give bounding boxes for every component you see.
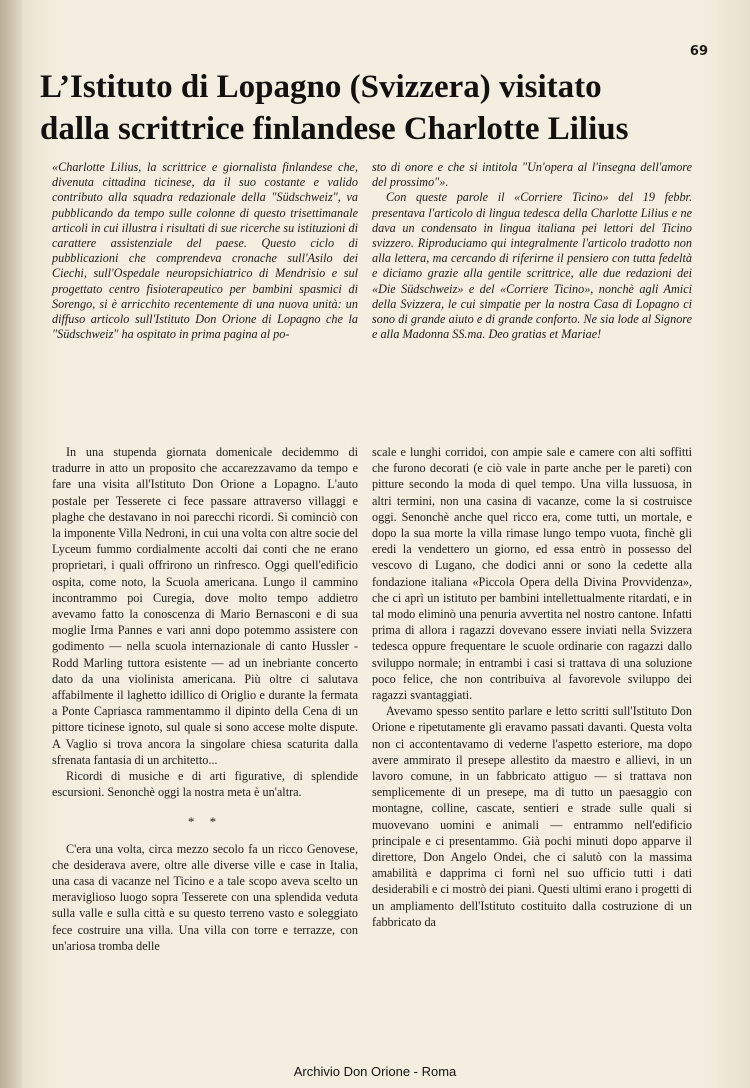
page-number: 69 [689, 44, 708, 59]
intro-paragraph: Con queste parole il «Corriere Ticino» del 19 febbr. presentava l'articolo di lingua tedesca della Charlotte Lilius e ne dava un condensato in lingua italiana pei lettori del Ticino svizzero. Riproduciamo qui integralmente l'articolo tradotto non alla lettera, ma cercando di riferirne il pensiero con tutta fedeltà e diciamo grazie alla gentile scrittrice, alle due redazioni dei «Die Südschweiz» e del «Corriere Ticino», nonchè agli Amici della Svizzera, le cui simpatie per la nostra Casa di Lopagno ci sono di grande aiuto e di grande conforto. Ne sia lode al Signore e alla Madonna SS.ma. Deo gratias et Mariae! [372, 190, 692, 342]
body-paragraph: Ricordi di musiche e di arti figurative, di splendide escursioni. Senonchè oggi la nostra meta è un'altra. [52, 769, 358, 800]
intro-column-left [52, 160, 358, 342]
intro-column-right [372, 160, 692, 342]
title-line-1: L’Istituto di Lopagno (Svizzera) visitato [40, 69, 602, 105]
body-paragraph: C'era una volta, circa mezzo secolo fa un ricco Genovese, che desiderava avere, oltre alle diverse ville e case in Italia, una casa di vacanze nel Ticino e a tale scopo aveva scelto un meraviglioso luogo sopra Tesserete con una splendida veduta sulla valle e sulla città e su questo terreno vasto e soleggiato fece costruire una villa. Una villa con torre e terrazze, con un'ariosa tromba delle [52, 841, 358, 953]
intro-paragraph: «Charlotte Lilius, la scrittrice e giornalista finlandese che, divenuta cittadina ticinese, da il suo costante e valido contributo alla squadra redazionale della "Südschweiz", va pubblicando da tempo sulle colonne di questo trisettimanale articoli in cui illustra i risultati di sue ricerche su istituzioni di carattere assistenziale del paese. Questo ciclo di pubblicazioni che comprendeva cronache sull'Asilo dei Ciechi, sull'Ospedale neuropsichiatrico di Mendrisio e sul progettato centro fisioterapeutico per bambini spasmici di Sorengo, si è arricchito recentemente di una nuova unità: un diffuso articolo sull'Istituto Don Orione di Lopagno che la "Südschweiz" ha ospitato in prima pagina al po- [52, 160, 358, 342]
article-title [40, 66, 700, 150]
section-separator: * * [187, 814, 223, 830]
intro-paragraph: sto di onore e che si intitola "Un'opera al l'insegna dell'amore del prossimo"». [372, 160, 692, 190]
body-column-right [372, 444, 692, 930]
body-paragraph: Avevamo spesso sentito parlare e letto scritti sull'Istituto Don Orione e ripetutamente gli eravamo passati davanti. Questa volta non ci accontentavamo di vederne l'aspetto esteriore, ma dopo avere ammirato il presepe allestito da maestro e allievi, in un lavoro comune, in un fabbricato attiguo — si trattava non semplicemente di un presepe, ma di tutto un paesaggio con montagne, colline, cascate, sentieri e strade sulle quali si muovevano uomini e animali — entrammo nell'edificio principale e ci presentammo. Già pochi minuti dopo apparve il direttore, Don Angelo Ondei, che ci salutò con la massima amabilità e dapprima ci fornì nel suo ufficio tutti i dati desiderabili e ci mostrò dei piani. Questi ultimi erano i progetti di un ampliamento dell'Istituto costituito dalla costruzione di un fabbricato da [372, 704, 692, 929]
archive-footer: Archivio Don Orione - Roma [293, 1064, 457, 1079]
title-line-2: dalla scrittrice finlandese Charlotte Lilius [40, 111, 629, 147]
body-paragraph: scale e lunghi corridoi, con ampie sale e camere con alti soffitti che furono decorati (e ciò vale in parte anche per le pareti) con pitture secondo la moda di quel tempo. Una villa lussuosa, in altri termini, non una casina di vacanze, come la si costruisce oggi. Senonchè anche quel ricco era, come tutti, un mortale, e dopo la sua morte la villa rimase lungo tempo vuota, finchè gli eredi la vendettero un giorno, ed essa entrò in possesso del vescovo di Lugano, che dodici anni or sono la cedette alla fondazione italiana «Piccola Opera della Divina Provvidenza», che ci aprì un istituto per bambini intellettualmente ritardati, e in tal modo eliminò una penuria avvertita nel nostro cantone. Infatti prima di allora i ragazzi dovevano essere inviati nella Svizzera tedesca oppure frequentare le scuole ordinarie con ragazzi dallo sviluppo normale; in entrambi i casi si trattava di una soluzione poco felice, che non contribuiva al favorevole sviluppo dei ragazzi svantaggiati. [372, 445, 692, 703]
body-column-left [52, 444, 358, 954]
body-paragraph: In una stupenda giornata domenicale decidemmo di tradurre in atto un proposito che accarezzavamo da tempo e fare una visita all'Istituto Don Orione a Lopagno. L'auto postale per Tesserete ci fece passare attraverso villaggi e plaghe che destavano in noi parecchi ricordi. Si cominciò con la imponente Villa Nedroni, in cui una volta con altre socie del Lyceum fummo cordialmente accolti dai conti che ne erano proprietari, i quali offrirono un rinfresco. Oggi quell'edificio ospita, come noto, la Scuola americana. Lungo il cammino incontrammo poi Curegia, dove molto tempo addietro avevamo fatto la conoscenza di Mario Bernasconi e di sua moglie Irma Pannes e vari anni dopo potemmo assistere con godimento — nella scuola internazionale di canto Hussler - Rodd Marling tuttora esistente — ad un inebriante concerto dato da una violinista americana. Più oltre ci salutava affabilmente il laghetto idillico di Origlio e durante la fermata a Ponte Capriasca rammentammo il dipinto della Cena di un pittore ticinese ignoto, sul quale si sono accese molte dispute. A Vaglio si trova ancora la singolare chiesa scaturita dalla sfrenata fantasia di un architetto... [52, 445, 358, 767]
book-spine-shadow [0, 0, 22, 1088]
